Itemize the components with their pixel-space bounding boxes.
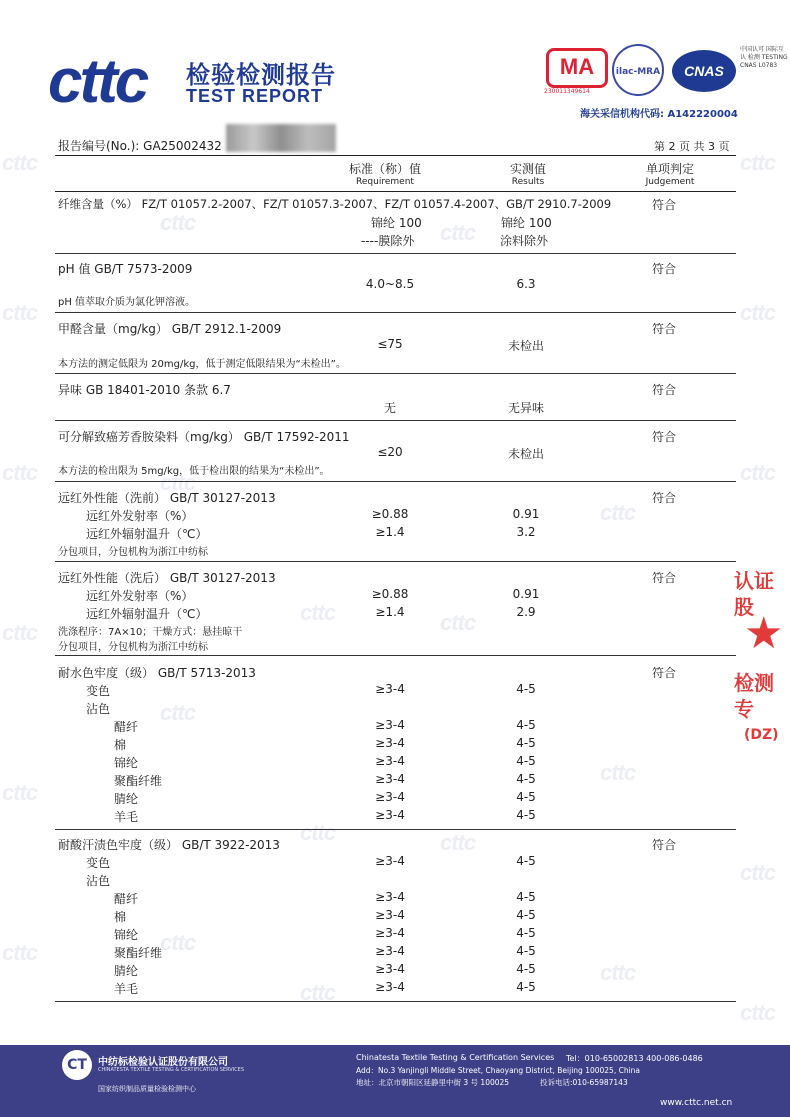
ir-after-res-1: 0.91 — [512, 587, 540, 601]
sweat-fastness-title: 耐酸汗渍色牢度（级） GB/T 3922-2013 — [58, 838, 280, 852]
odor-judgement: 符合 — [652, 383, 677, 397]
fastness-row-req: ≥3-4 — [375, 890, 405, 904]
ir-after-req-2: ≥1.4 — [375, 605, 405, 619]
footer-logo-icon: CT — [62, 1050, 92, 1080]
fastness-row-req: ≥3-4 — [375, 980, 405, 994]
ir-after-req-1: ≥0.88 — [371, 587, 409, 601]
fastness-row-res: 4-5 — [516, 808, 536, 822]
ir-after-judgement: 符合 — [652, 571, 677, 585]
ma-cert-mark: MA — [546, 48, 608, 88]
ir-after-res-2: 2.9 — [516, 605, 536, 619]
stamp-text-3: (DZ) — [744, 727, 779, 743]
fastness-row-res: 4-5 — [516, 718, 536, 732]
fastness-row-res: 4-5 — [516, 944, 536, 958]
fastness-row-res: 4-5 — [516, 736, 536, 750]
ir-before-note: 分包项目，分包机构为浙江中纺标 — [58, 547, 208, 558]
ir-before-row-1: 远红外发射率（%） — [86, 509, 194, 523]
amine-note: 本方法的检出限为 5mg/kg，低于检出限的结果为“未检出”。 — [58, 466, 330, 477]
col-header-requirement: 标准（称）值 Requirement — [348, 162, 421, 187]
amine-title: 可分解致癌芳香胺染料（mg/kg） GB/T 17592-2011 — [58, 430, 350, 444]
section-rule — [55, 561, 736, 562]
formaldehyde-judgement: 符合 — [652, 322, 677, 336]
footer-company-cn: 中纺标检验认证股份有限公司 — [98, 1057, 228, 1068]
footer-company-en: CHINATESTA TEXTILE TESTING & CERTIFICATION SERVICES — [98, 1067, 244, 1073]
odor-req: 无 — [383, 401, 396, 415]
fastness-row-res: 4-5 — [516, 754, 536, 768]
fastness-row-label: 聚酯纤维 — [114, 946, 163, 960]
header-rule — [55, 191, 736, 192]
col-header-judgement: 单项判定 Judgement — [645, 162, 695, 187]
ma-code: 230011349614 — [544, 88, 590, 95]
fastness-row-label: 沾色 — [86, 874, 111, 888]
ir-after-title: 远红外性能（洗后） GB/T 30127-2013 — [58, 571, 276, 585]
fiber-req-1: 锦纶 100 — [371, 216, 422, 230]
fastness-row-req: ≥3-4 — [375, 944, 405, 958]
formaldehyde-title: 甲醛含量（mg/kg） GB/T 2912.1-2009 — [58, 322, 282, 336]
ph-title: pH 值 GB/T 7573-2009 — [58, 262, 193, 276]
fiber-req-2: ----膜除外 — [361, 234, 415, 248]
water-fastness-title: 耐水色牢度（级） GB/T 5713-2013 — [58, 666, 256, 680]
ir-before-res-2: 3.2 — [516, 525, 536, 539]
table-top-rule — [55, 155, 736, 156]
fastness-row-req: ≥3-4 — [375, 908, 405, 922]
formaldehyde-note: 本方法的测定低限为 20mg/kg，低于测定低限结果为“未检出”。 — [58, 359, 346, 370]
sweat-fastness-judgement: 符合 — [652, 838, 677, 852]
fastness-row-label: 醋纤 — [114, 720, 139, 734]
footer-company-en2: Chinatesta Textile Testing & Certification Services — [356, 1053, 555, 1062]
amine-res: 未检出 — [507, 447, 544, 461]
report-title-cn: 检验检测报告 — [186, 61, 336, 89]
fastness-row-label: 变色 — [86, 684, 111, 698]
stamp-text-2: 检测专 — [734, 671, 774, 721]
fastness-row-label: 醋纤 — [114, 892, 139, 906]
fastness-row-label: 棉 — [114, 738, 127, 752]
footer-address-cn: 地址：北京市朝阳区延静里中街 3 号 100025 — [356, 1078, 510, 1087]
cnas-mark: CNAS — [672, 50, 736, 92]
ph-judgement: 符合 — [652, 262, 677, 276]
redacted-region — [226, 124, 336, 152]
fastness-row-res: 4-5 — [516, 790, 536, 804]
fastness-row-label: 羊毛 — [114, 810, 139, 824]
fastness-row-label: 变色 — [86, 856, 111, 870]
ilac-mra-mark: ilac-MRA — [612, 44, 664, 96]
section-rule — [55, 420, 736, 421]
fastness-row-label: 沾色 — [86, 702, 111, 716]
footer-tel: Tel：010-65002813 400-086-0486 — [566, 1054, 703, 1063]
fastness-row-label: 锦纶 — [114, 928, 139, 942]
section-rule — [55, 655, 736, 656]
fastness-row-label: 锦纶 — [114, 756, 139, 770]
fastness-row-req: ≥3-4 — [375, 790, 405, 804]
stamp-text-2-wrap — [734, 670, 790, 748]
fastness-row-res: 4-5 — [516, 854, 536, 868]
ir-before-res-1: 0.91 — [512, 507, 540, 521]
odor-title: 异味 GB 18401-2010 条款 6.7 — [58, 383, 231, 397]
fiber-title: 纤维含量（%） FZ/T 01057.2-2007、FZ/T 01057.3-2007、FZ/T 01057.4-2007、GB/T 2910.7-2009 — [58, 197, 612, 211]
customs-code: 海关采信机构代码: A142220004 — [580, 109, 738, 120]
page-number: 第 2 页 共 3 页 — [654, 140, 730, 153]
ir-before-req-1: ≥0.88 — [371, 507, 409, 521]
fiber-judgement: 符合 — [652, 198, 677, 212]
fastness-row-req: ≥3-4 — [375, 926, 405, 940]
fastness-row-req: ≥3-4 — [375, 772, 405, 786]
fastness-row-label: 聚酯纤维 — [114, 774, 163, 788]
fastness-row-label: 腈纶 — [114, 964, 139, 978]
ir-after-note-1: 洗涤程序：7A×10；干燥方式：悬挂晾干 — [58, 627, 243, 638]
fastness-row-res: 4-5 — [516, 772, 536, 786]
fastness-row-label: 腈纶 — [114, 792, 139, 806]
col-header-results: 实测值 Results — [509, 162, 546, 187]
ir-after-row-2: 远红外辐射温升（℃） — [86, 607, 208, 621]
fiber-res-2: 涂料除外 — [500, 234, 549, 248]
odor-res: 无异味 — [507, 401, 544, 415]
amine-judgement: 符合 — [652, 430, 677, 444]
report-number: 报告编号(No.): GA25002432 — [58, 139, 222, 153]
section-rule — [55, 253, 736, 254]
report-title-en: TEST REPORT — [186, 86, 324, 106]
fastness-row-res: 4-5 — [516, 926, 536, 940]
fastness-row-req: ≥3-4 — [375, 736, 405, 750]
ph-note: pH 值萃取介质为氯化钾溶液。 — [58, 297, 196, 308]
fastness-row-label: 羊毛 — [114, 982, 139, 996]
ir-after-row-1: 远红外发射率（%） — [86, 589, 194, 603]
fastness-row-req: ≥3-4 — [375, 854, 405, 868]
ir-after-note-2: 分包项目，分包机构为浙江中纺标 — [58, 642, 208, 653]
stamp-text-1: 认证股 — [734, 569, 774, 619]
fastness-row-label: 棉 — [114, 910, 127, 924]
footer-address-en: Add：No.3 Yanjingli Middle Street, Chaoyang District, Beijing 100025, China — [356, 1066, 641, 1075]
ir-before-title: 远红外性能（洗前） GB/T 30127-2013 — [58, 491, 276, 505]
seal-star-icon: ★ — [744, 608, 784, 659]
section-rule — [55, 312, 736, 313]
ir-before-judgement: 符合 — [652, 491, 677, 505]
amine-req: ≤20 — [377, 445, 403, 459]
fastness-row-req: ≥3-4 — [375, 808, 405, 822]
fastness-row-req: ≥3-4 — [375, 754, 405, 768]
water-fastness-judgement: 符合 — [652, 666, 677, 680]
ph-res: 6.3 — [516, 277, 536, 291]
section-rule — [55, 829, 736, 830]
fastness-row-req: ≥3-4 — [375, 962, 405, 976]
footer-url[interactable]: www.cttc.net.cn — [660, 1098, 733, 1108]
fastness-row-req: ≥3-4 — [375, 718, 405, 732]
footer-center-cn: 国家纺织制品质量检验检测中心 — [98, 1085, 196, 1093]
table-bottom-rule — [55, 1001, 736, 1002]
fastness-row-res: 4-5 — [516, 890, 536, 904]
fastness-row-res: 4-5 — [516, 908, 536, 922]
cnas-text: 中国认可 国际互认 检测 TESTING CNAS L0783 — [740, 46, 788, 69]
fastness-row-res: 4-5 — [516, 962, 536, 976]
fastness-row-res: 4-5 — [516, 682, 536, 696]
ir-before-row-2: 远红外辐射温升（℃） — [86, 527, 208, 541]
fastness-row-res: 4-5 — [516, 980, 536, 994]
fastness-row-req: ≥3-4 — [375, 682, 405, 696]
formaldehyde-res: 未检出 — [507, 339, 544, 353]
fiber-res-1: 锦纶 100 — [501, 216, 552, 230]
section-rule — [55, 373, 736, 374]
footer-complaint: 投诉电话:010-65987143 — [540, 1078, 628, 1087]
ir-before-req-2: ≥1.4 — [375, 525, 405, 539]
ph-req: 4.0~8.5 — [365, 277, 415, 291]
cttc-logo: cttc — [48, 47, 147, 116]
formaldehyde-req: ≤75 — [377, 337, 403, 351]
section-rule — [55, 481, 736, 482]
